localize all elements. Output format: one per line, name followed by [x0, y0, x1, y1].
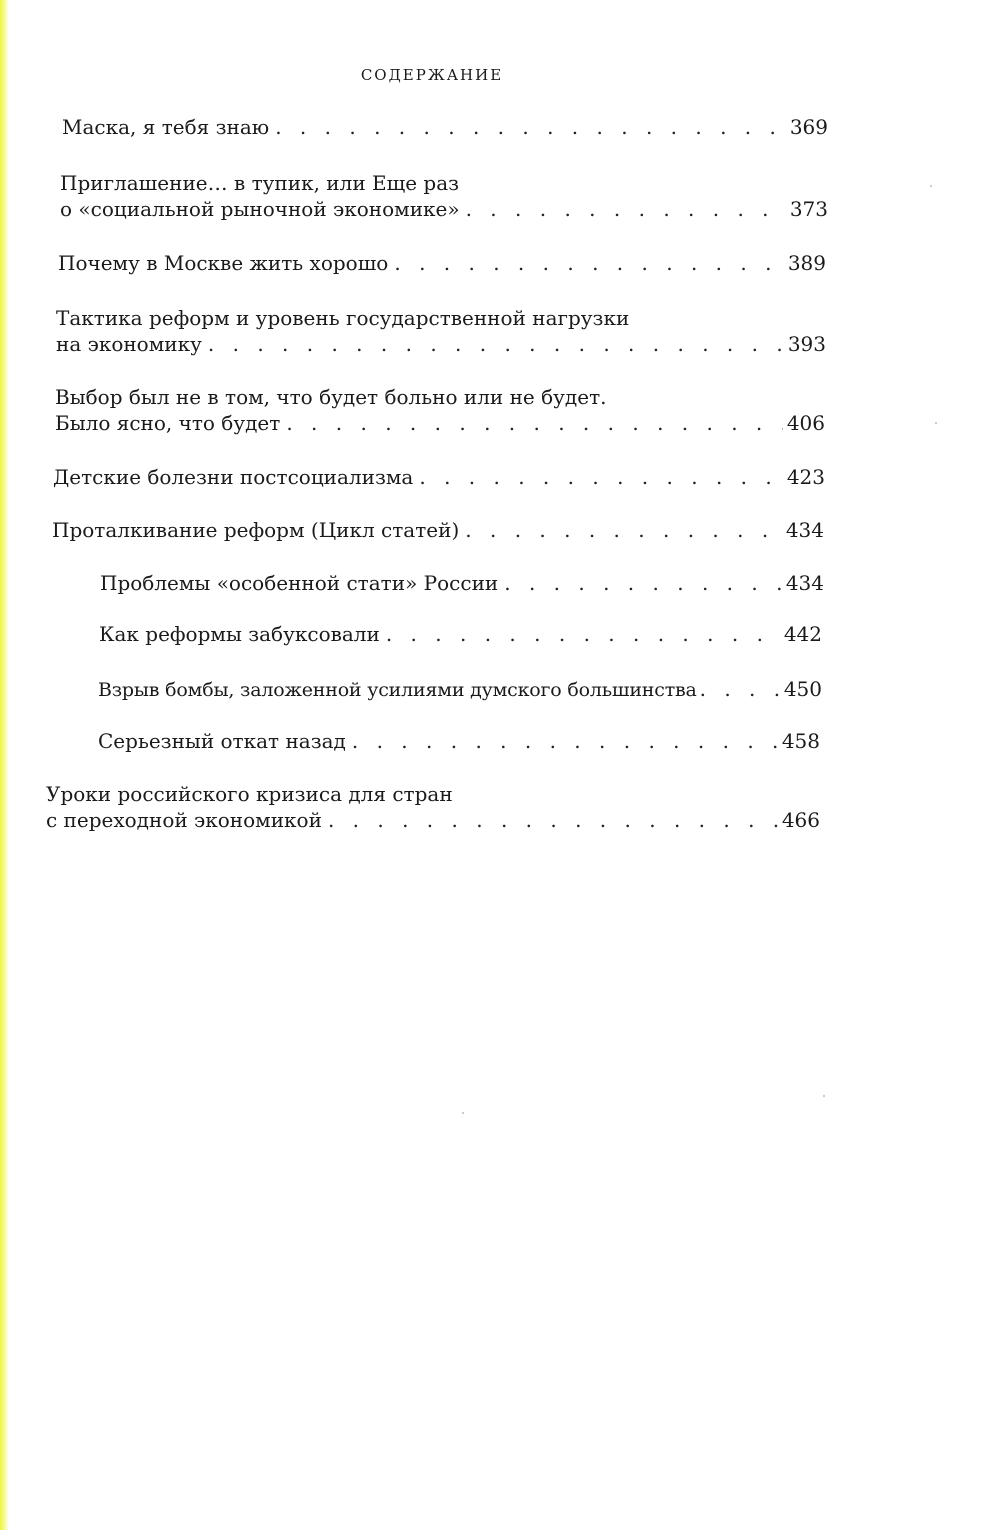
- toc-entry-page: 406: [786, 411, 825, 435]
- toc-entry-title: Серьезный откат назад: [98, 729, 346, 753]
- toc-entry-page: 450: [783, 677, 822, 701]
- toc-entry[interactable]: [55, 384, 825, 436]
- toc-entry[interactable]: [62, 114, 828, 140]
- toc-entry-title: с переходной экономикой: [46, 808, 322, 832]
- toc-entry-page: 423: [786, 465, 825, 489]
- toc-entry-page: 389: [787, 251, 826, 275]
- leader-dots: [328, 807, 778, 833]
- toc-entry[interactable]: [56, 305, 826, 357]
- toc-entry[interactable]: [46, 781, 820, 833]
- leader-dots: [419, 464, 782, 490]
- leader-dots: [386, 621, 780, 647]
- toc-entry[interactable]: [60, 170, 828, 222]
- scan-speck: [823, 1095, 825, 1097]
- scan-speck: [930, 185, 932, 187]
- toc-entry-title: Маска, я тебя знаю: [62, 115, 270, 139]
- leader-dots: [275, 114, 786, 140]
- leader-dots: [465, 517, 782, 543]
- toc-entry-title: Проблемы «особенной стати» России: [100, 571, 499, 595]
- toc-entry-page: 369: [789, 115, 828, 139]
- toc-entry-title-line: Приглашение… в тупик, или Еще раз: [60, 171, 460, 195]
- toc-entry-page: 458: [781, 729, 820, 753]
- toc-subentry[interactable]: [98, 676, 822, 703]
- leader-dots: [700, 676, 781, 702]
- toc-entry-page: 373: [789, 197, 828, 221]
- toc-entry-title: о «социальной рыночной экономике»: [60, 197, 460, 221]
- toc-entry-title: Было ясно, что будет: [55, 411, 281, 435]
- scan-speck: [462, 1112, 464, 1114]
- leader-dots: [394, 250, 783, 276]
- toc-entry-page: 434: [785, 571, 824, 595]
- toc-entry-page: 434: [785, 518, 824, 542]
- page-edge-highlight: [0, 0, 9, 1530]
- leader-dots: [466, 196, 786, 222]
- toc-entry[interactable]: [52, 517, 824, 543]
- toc-entry-page: 393: [787, 332, 826, 356]
- leader-dots: [208, 331, 784, 357]
- leader-dots: [504, 570, 782, 596]
- toc-entry-title-line: Тактика реформ и уровень государственной нагрузки: [56, 306, 630, 330]
- toc-entry-title-line: Выбор был не в том, что будет больно или не будет.: [55, 385, 607, 409]
- toc-entry-title: Почему в Москве жить хорошо: [58, 251, 389, 275]
- leader-dots: [352, 728, 778, 754]
- toc-subentry[interactable]: [100, 570, 824, 596]
- toc-entry[interactable]: [58, 250, 826, 276]
- toc-subentry[interactable]: [99, 621, 822, 647]
- toc-entry-page: 442: [783, 622, 822, 646]
- toc-entry-title: на экономику: [56, 332, 202, 356]
- toc-entry[interactable]: [53, 464, 825, 490]
- toc-entry-title-line: Уроки российского кризиса для стран: [46, 782, 453, 806]
- scan-speck: [935, 422, 937, 424]
- toc-entry-title: Как реформы забуксовали: [99, 622, 380, 646]
- toc-entry-title: Детские болезни постсоциализма: [53, 465, 414, 489]
- leader-dots: [286, 410, 782, 436]
- toc-heading: СОДЕРЖАНИЕ: [360, 66, 504, 84]
- toc-subentry[interactable]: [98, 728, 820, 754]
- toc-entry-title: Взрыв бомбы, заложенной усилиями думского большинства: [98, 679, 697, 701]
- toc-entry-title: Проталкивание реформ (Цикл статей): [52, 518, 460, 542]
- toc-entry-page: 466: [781, 808, 820, 832]
